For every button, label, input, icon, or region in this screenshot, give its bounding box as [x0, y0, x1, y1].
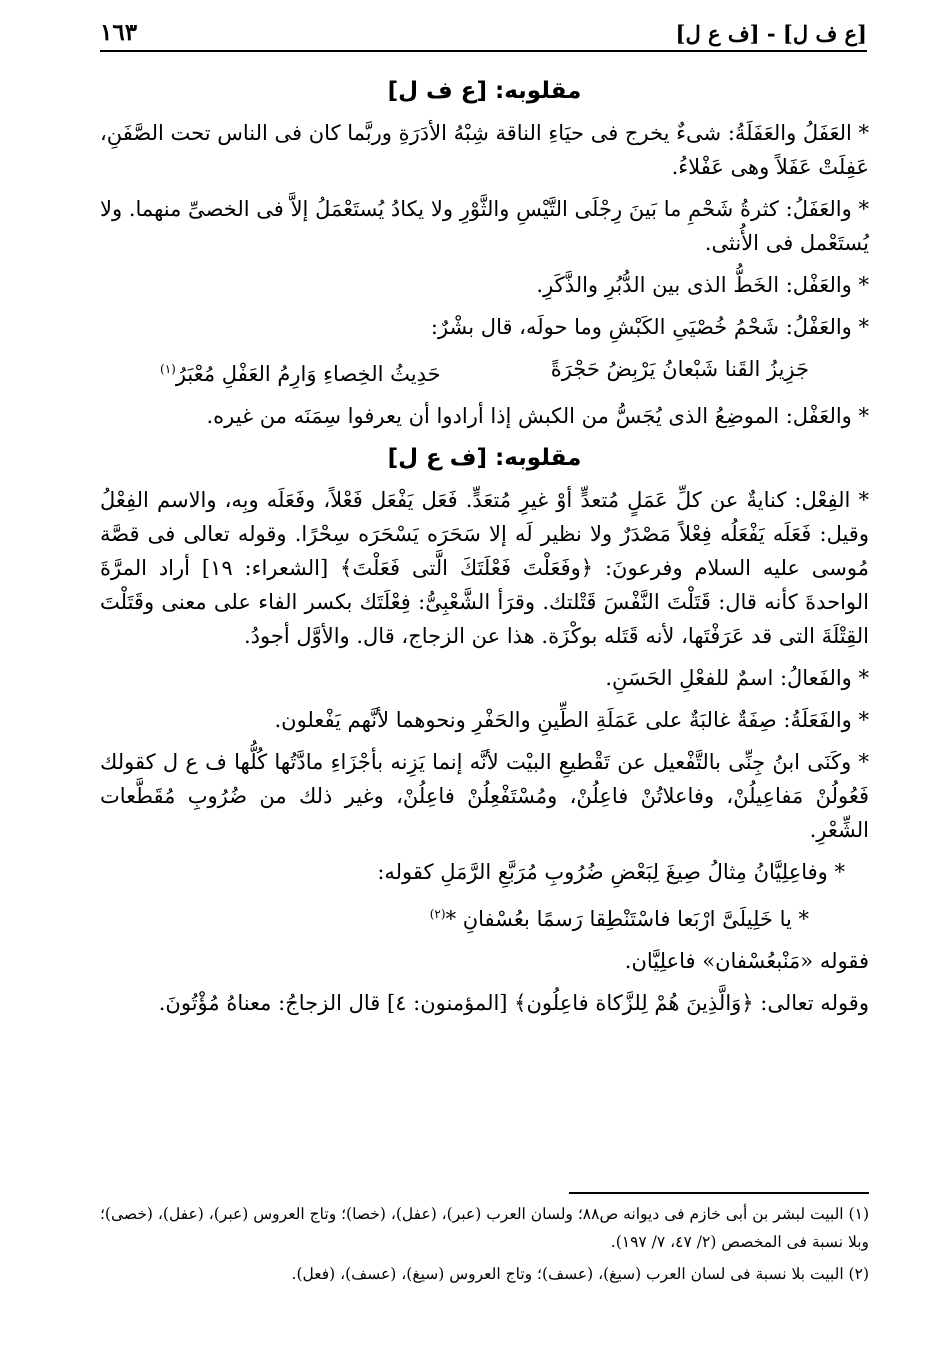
entry-paragraph: * والعَفْل: الخَطُّ الذى بين الدُّبُرِ والذَّكَرِ.	[536, 273, 869, 297]
verse-text: حَدِيثُ الخِصاءِ وَارِمُ العَفْلِ مُعْبَرُ	[175, 362, 441, 386]
verse-hemistich-second	[160, 352, 441, 391]
footnote-divider	[569, 1192, 869, 1194]
entry-paragraph: * والفَعَلَةُ: صِفَةٌ غالبَةٌ على عَمَلَةِ الطِّينِ والحَفْرِ ونحوهما لأنَّهم يَفْعلون.	[274, 708, 869, 732]
entry-paragraph: * وكَنَى ابنُ جِنِّى بالتَّفْعيل عن تَقْطيعِ البيْت لأنَّه إنما يَزِنه بأجْزَاءِ مادَّتُها كُلُّها ف ع ل كقولك فَعُولُنْ مَفاعِيلُنْ، وفاعلاتُنْ فاعِلُنْ، ومُسْتَفْعِلُنْ فاعِلُنْ، وغير ذلك من ضُرُوبِ مُقَطَّعات الشِّعْرِ.	[100, 750, 869, 842]
section-heading: مقلوبه: [ف ع ل]	[387, 445, 582, 471]
verse-text: * يا خَلِيلَىَّ ارْبَعا فاسْتَنْطِقا رَسمًا بعُسْفانِ *	[445, 907, 809, 931]
page-header	[100, 14, 867, 52]
footnotes	[100, 1200, 869, 1292]
poetry-verse	[100, 352, 869, 391]
entry-paragraph: * العَفَلُ والعَفَلَةُ: شىءٌ يخرج فى حيَاءِ الناقة شِبْهُ الأدَرَةِ وربَّما كان فى الناس تحت الصَّفَنِ، عَفِلَتْ عَفَلاً وهى عَفْلاءُ.	[100, 121, 869, 179]
entry-paragraph: * والعَفْلُ: شَحْمُ خُصْيَىِ الكَبْشِ وما حولَه، قال بشْرٌ:	[430, 315, 869, 339]
entry-paragraph: * والعَفْل: الموضِعُ الذى يُجَسُّ من الكبش إذا أرادوا أن يعرفوا سِمَنَه من غيره.	[206, 404, 869, 428]
footnote-marker: (١)	[160, 362, 176, 376]
main-text	[100, 68, 869, 1028]
verse-hemistich-first: جَزِيزُ القَنا شَبْعانُ يَرْبِضُ حَجْرَةً	[550, 357, 809, 381]
footnote-marker: (٢)	[429, 907, 446, 921]
poetry-verse	[100, 897, 869, 936]
entry-paragraph: * الفِعْل: كنايةٌ عن كلِّ عَمَلٍ مُتعدٍّ أوْ غيرِ مُتعَدٍّ. فَعَل يَفْعَل فَعْلاً، وفَعَلَه وبِه، والاسم الفِعْلُ وقيل: فَعَلَه يَفْعَلُه فِعْلاً مَصْدَرٌ ولا نظير لَه إلا سَحَرَه يَسْحَرَه سِحْرًا. وقوله تعالى فى قصَّة مُوسى عليه السلام وفرعونَ: ﴿وفَعَلْتَ فَعْلَتَكَ الَّتى فَعَلْتَ﴾ [الشعراء: ١٩] أراد المرَّةَ الواحدةَ كأنه قال: قَتَلْتَ النَّفْسَ قَتْلتك. وقرَأ الشَّعْبِىُّ: فِعْلَتَك بكسر الفاء على معنى وقَتَلْتَ القِتْلَةَ التى قد عَرَفْتَها، لأنه قَتَله بوكْزَة. هذا عن الزجاج، قال. والأوَّل أجودُ.	[100, 488, 869, 648]
footnote: (١) البيت لبشر بن أبى خازم فى ديوانه ص٨٨؛ ولسان العرب (عبر)، (عفل)، (خصا)؛ وتاج العروس (عبر)، (عفل)، (خصى)؛ وبلا نسبة فى المخصص (٢/ ٤٧، ٧/ ١٩٧).	[100, 1205, 869, 1251]
entry-paragraph: فقوله «مَنْبعُسْفان» فاعلِيَّان.	[624, 949, 869, 973]
entry-paragraph: * والعَفَلُ: كثرةُ شَحْمِ ما بَينَ رِجْلَى التَّيْسِ والثَّوْرِ ولا يكادُ يُستَعْمَلُ إلاَّ فى الخصىِّ منهما. ولا يُستَعْمل فى الأُنثى.	[100, 197, 869, 255]
entry-paragraph: * وفاعِلِيَّانُ مِثالُ صِيغَ لِبَعْضِ ضُرُوبِ مُرَبَّعِ الرَّمَلِ كقوله:	[377, 860, 845, 884]
entry-paragraph: وقوله تعالى: ﴿وَالَّذِينَ هُمْ لِلزَّكاة فاعِلُون﴾ [المؤمنون: ٤] قال الزجاجُ: معناهُ مُؤْتُونَ.	[158, 991, 869, 1015]
section-heading: مقلوبه: [ع ف ل]	[387, 78, 582, 104]
running-title: [ع ف ل] - [ف ع ل]	[675, 21, 867, 46]
page-number: ١٦٣	[100, 19, 138, 46]
entry-paragraph: * والفَعالُ: اسمٌ للفعْلِ الحَسَنِ.	[605, 666, 869, 690]
footnote: (٢) البيت بلا نسبة فى لسان العرب (سيغ)، (عسف)؛ وتاج العروس (سيغ)، (عسف)، (فعل).	[291, 1265, 869, 1283]
